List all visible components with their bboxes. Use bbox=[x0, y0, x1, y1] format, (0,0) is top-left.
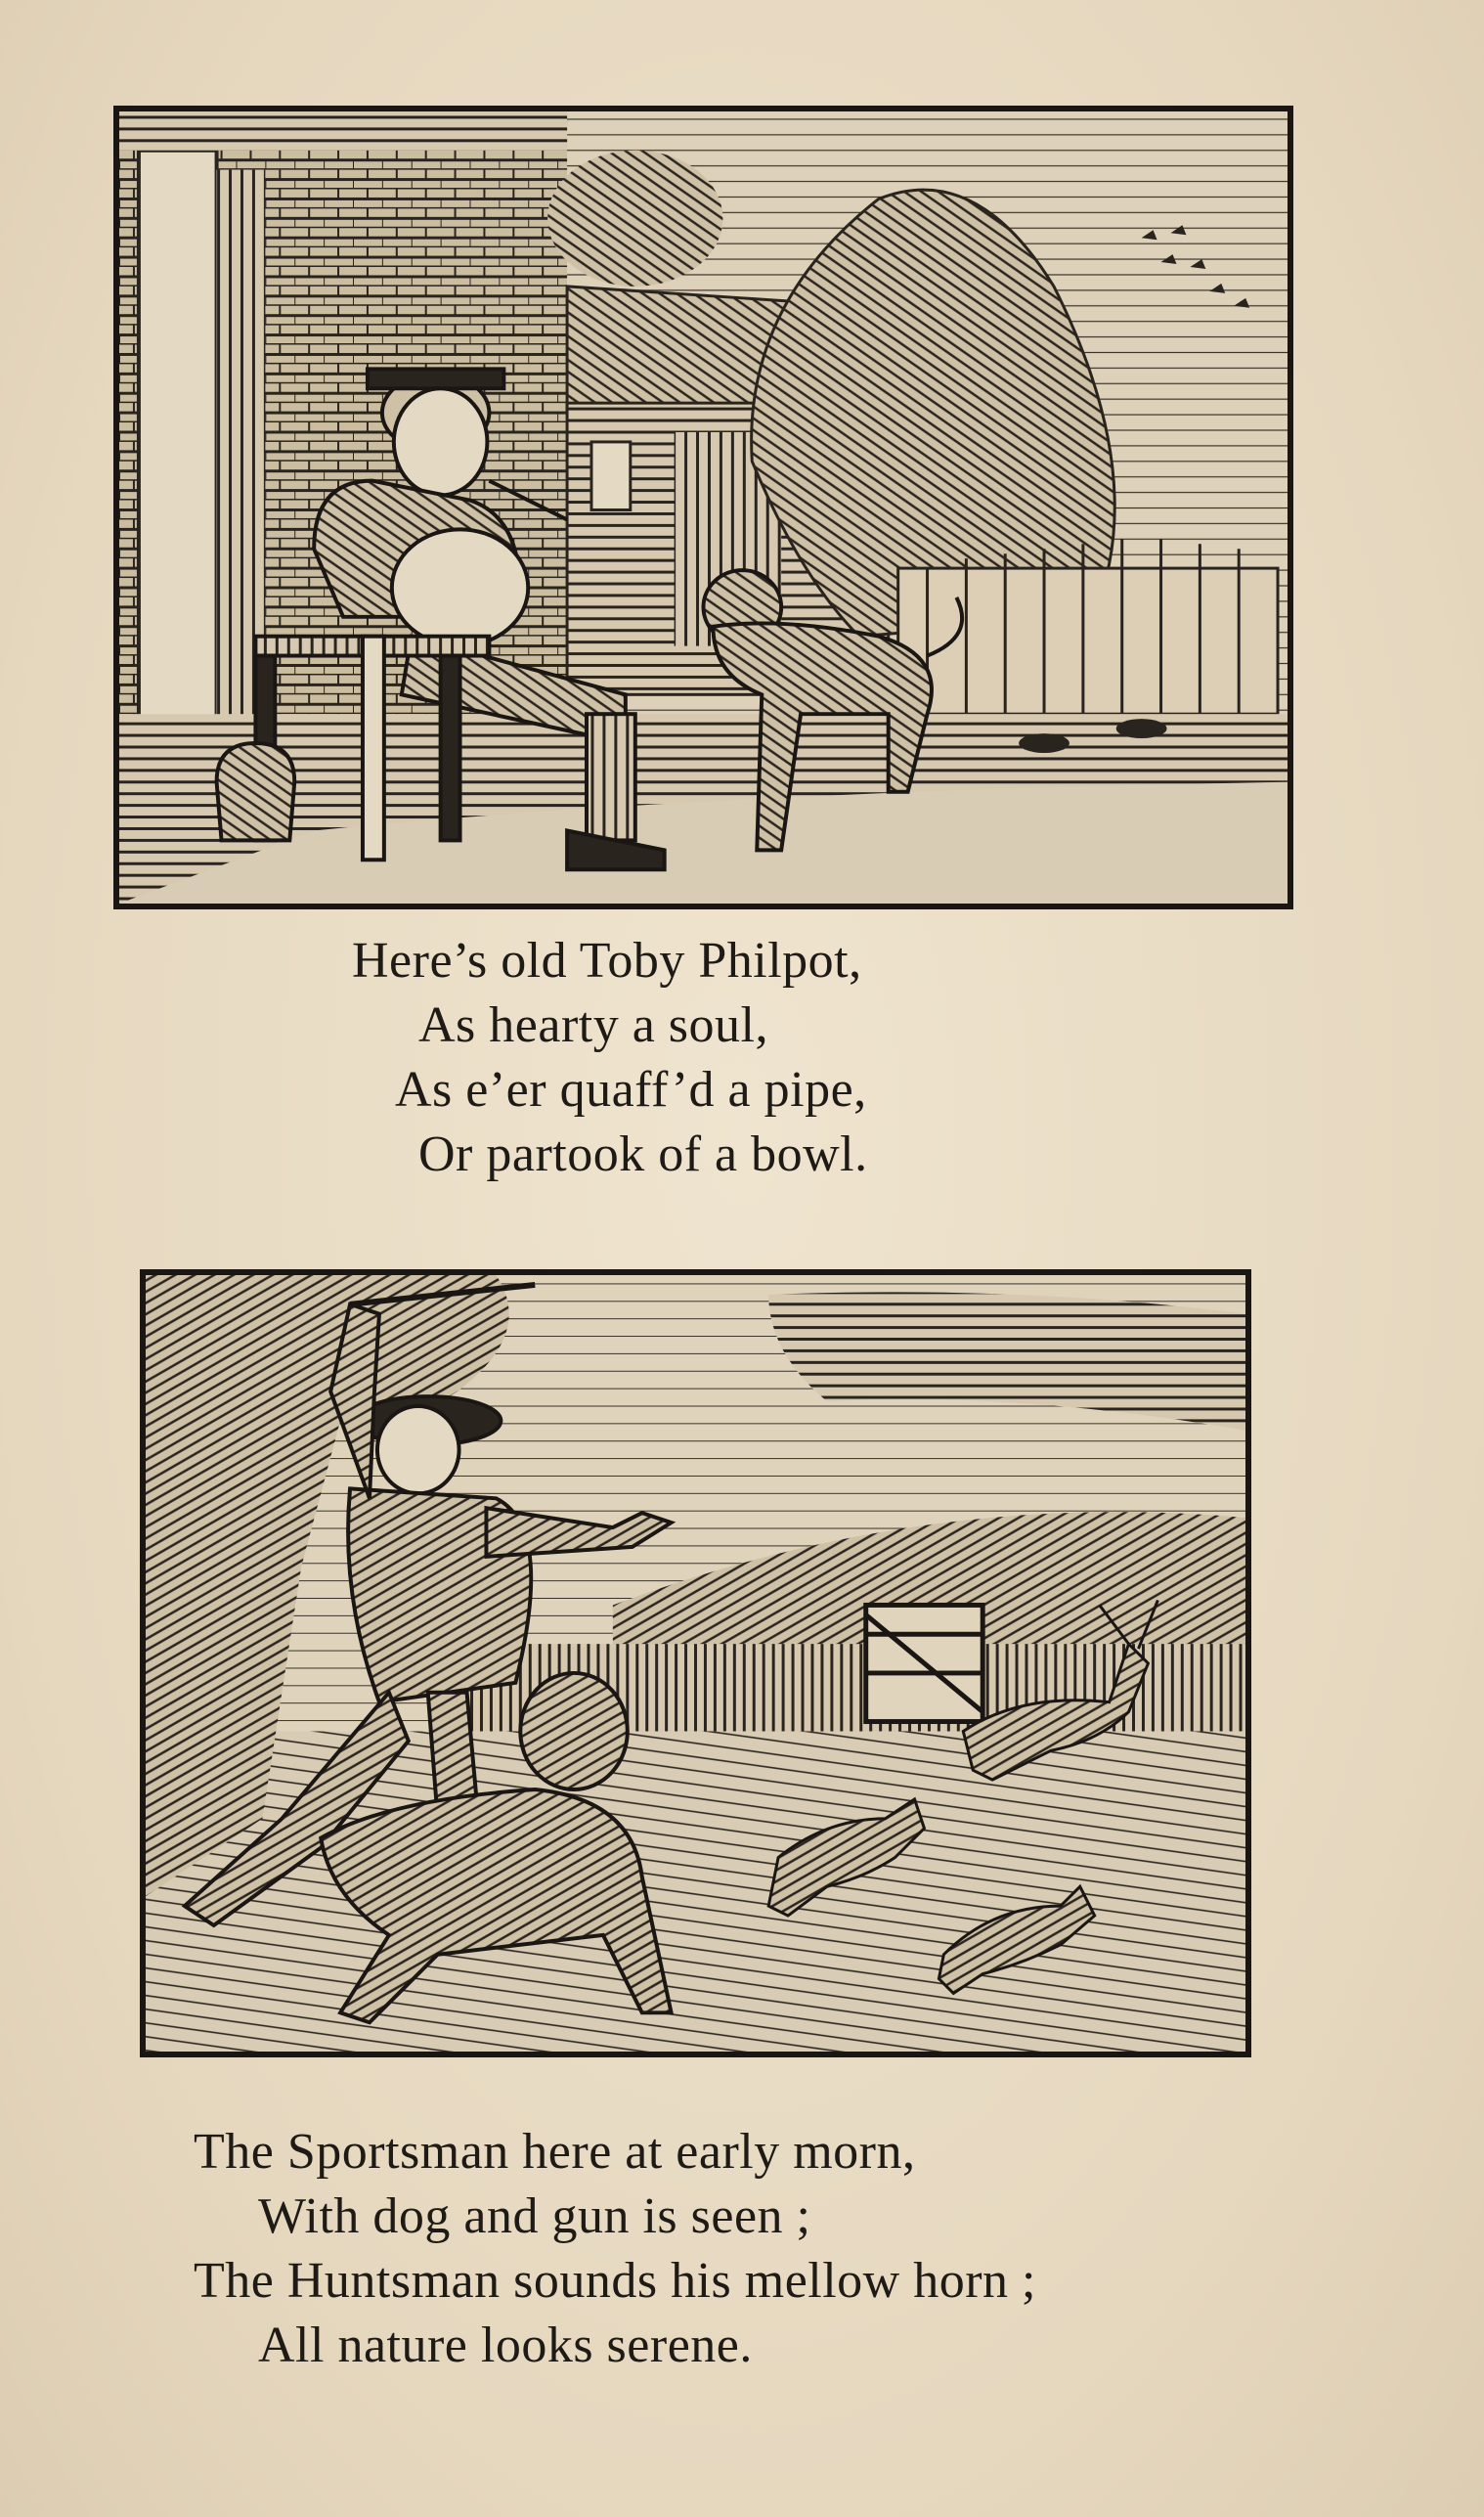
woodcut-sportsman bbox=[140, 1269, 1251, 2057]
verse-line: As hearty a soul, bbox=[418, 997, 768, 1053]
verse-line: All nature looks serene. bbox=[258, 2318, 753, 2373]
verse-sportsman bbox=[194, 2120, 1269, 2378]
verse-line: The Sportsman here at early morn, bbox=[194, 2124, 916, 2180]
show-through-text bbox=[1300, 978, 1365, 1301]
verse-line: Here’s old Toby Philpot, bbox=[352, 933, 862, 989]
woodcut-seated-man-dog-haystack-icon bbox=[119, 111, 1288, 904]
verse-toby-philpot bbox=[352, 929, 1095, 1187]
woodcut-hunter-dogs-deer-icon bbox=[146, 1275, 1245, 2052]
verse-line: Or partook of a bowl. bbox=[418, 1126, 868, 1182]
verse-line: With dog and gun is seen ; bbox=[258, 2188, 811, 2244]
woodcut-toby-philpot bbox=[113, 106, 1293, 909]
verse-line: As e’er quaff’d a pipe, bbox=[395, 1062, 867, 1118]
verse-line: The Huntsman sounds his mellow horn ; bbox=[194, 2253, 1037, 2309]
